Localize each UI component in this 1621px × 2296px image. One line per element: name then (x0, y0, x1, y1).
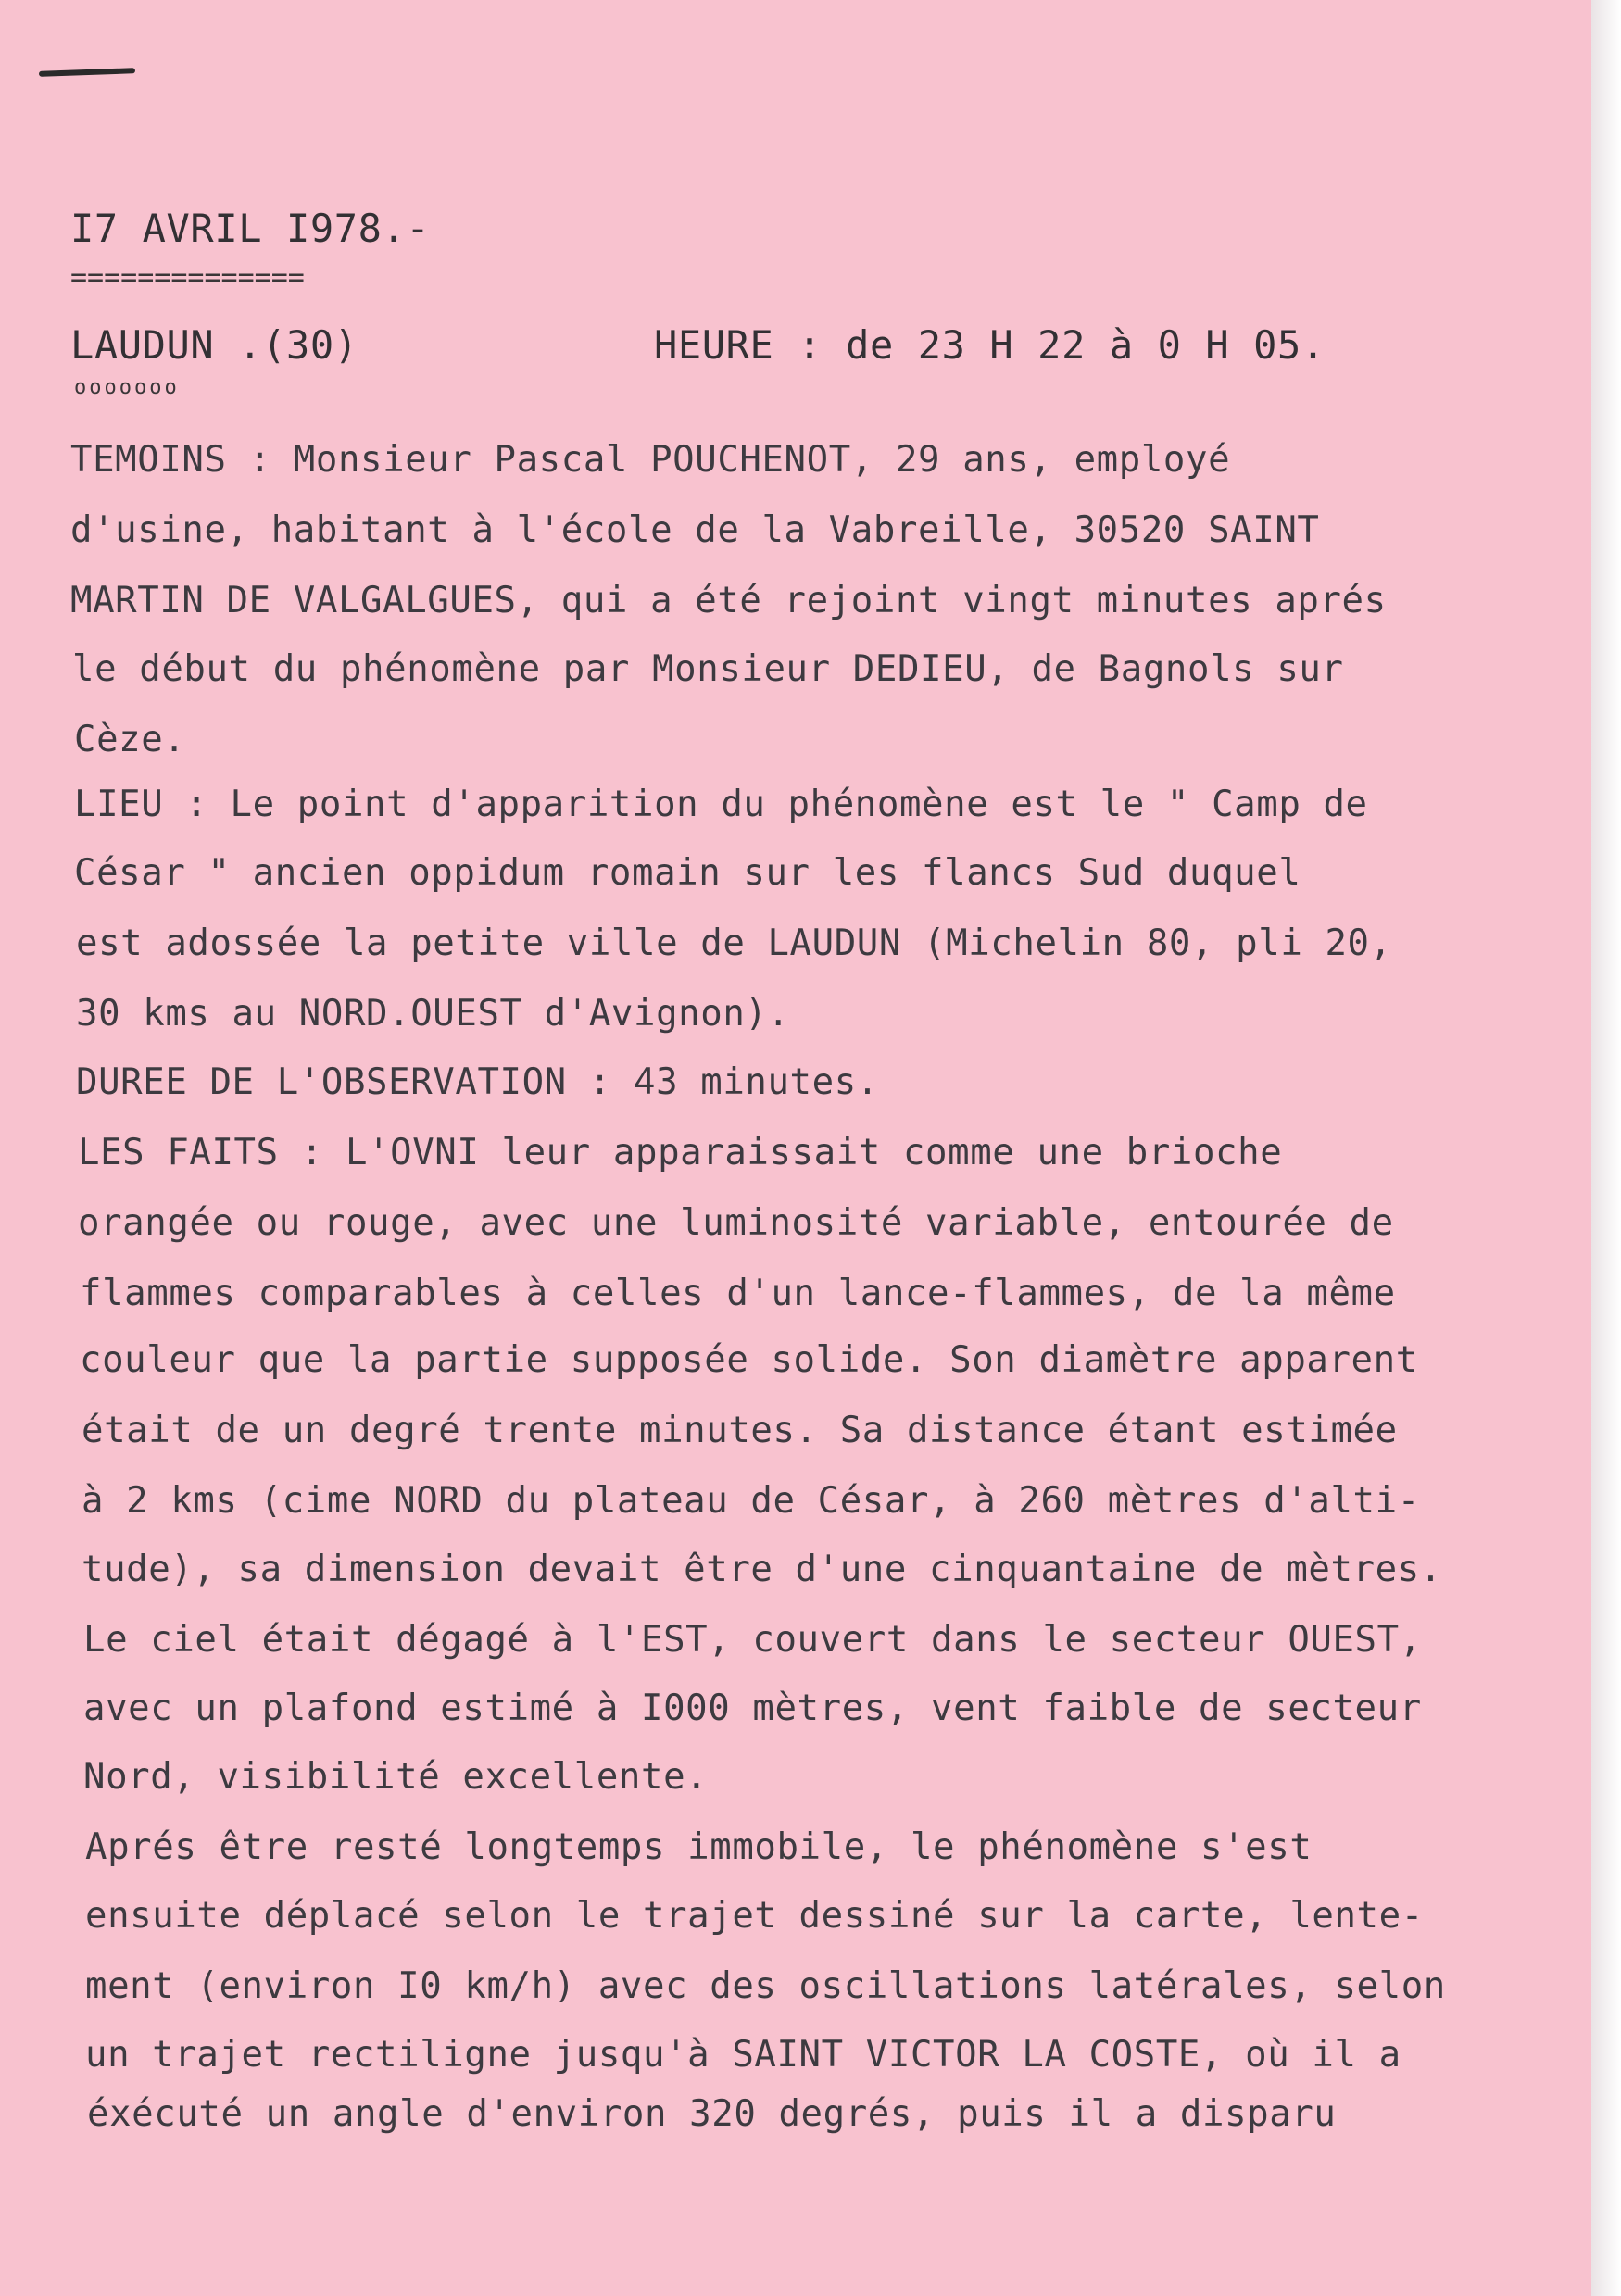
text-line: Aprés être resté longtemps immobile, le phénomène s'est (85, 1826, 1313, 1868)
text-line: LES FAITS : L'OVNI leur apparaissait comme une brioche (78, 1132, 1283, 1173)
text-line: DUREE DE L'OBSERVATION : 43 minutes. (76, 1061, 879, 1103)
text-line: ensuite déplacé selon le trajet dessiné sur la carte, lente- (85, 1895, 1424, 1937)
text-line: éxécuté un angle d'environ 320 degrés, puis il a disparu (87, 2093, 1337, 2135)
text-line: MARTIN DE VALGALGUES, qui a été rejoint vingt minutes aprés (70, 580, 1387, 621)
text-line: 30 kms au NORD.OUEST d'Avignon). (76, 993, 790, 1035)
text-line: était de un degré trente minutes. Sa distance étant estimée (82, 1410, 1398, 1451)
text-line: Nord, visibilité excellente. (83, 1756, 709, 1798)
time-heading: HEURE : de 23 H 22 à 0 H 05. (654, 322, 1326, 368)
scan-edge (1591, 0, 1621, 2296)
text-line: à 2 kms (cime NORD du plateau de César, à 260 mètres d'alti- (82, 1480, 1420, 1522)
document-date: I7 AVRIL I978.- (70, 206, 431, 251)
text-line: avec un plafond estimé à I000 mètres, vent faible de secteur (83, 1687, 1422, 1729)
text-line: le début du phénomène par Monsieur DEDIEU, de Bagnols sur (72, 648, 1344, 690)
text-line: Le ciel était dégagé à l'EST, couvert dans le secteur OUEST, (83, 1619, 1422, 1661)
text-line: ment (environ I0 km/h) avec des oscillations latérales, selon (85, 1965, 1446, 2007)
text-line: couleur que la partie supposée solide. Son diamètre apparent (80, 1339, 1418, 1381)
date-underline: ============== (70, 261, 305, 294)
text-line: un trajet rectiligne jusqu'à SAINT VICTOR LA COSTE, où il a (85, 2034, 1401, 2076)
text-line: orangée ou rouge, avec une luminosité variable, entourée de (78, 1202, 1394, 1244)
text-line: LIEU : Le point d'apparition du phénomène est le " Camp de (74, 784, 1368, 825)
text-line: est adossée la petite ville de LAUDUN (Michelin 80, pli 20, (76, 922, 1392, 964)
text-line: TEMOINS : Monsieur Pascal POUCHENOT, 29 ans, employé (70, 439, 1231, 481)
corner-pen-mark (39, 68, 135, 77)
text-line: tude), sa dimension devait être d'une cinquantaine de mètres. (82, 1549, 1442, 1590)
location-heading: LAUDUN .(30) (70, 322, 358, 368)
text-line: César " ancien oppidum romain sur les flancs Sud duquel (74, 852, 1301, 894)
location-underline: ooooooo (74, 376, 180, 399)
text-line: d'usine, habitant à l'école de la Vabreille, 30520 SAINT (70, 509, 1320, 551)
text-line: Cèze. (74, 719, 186, 760)
text-line: flammes comparables à celles d'un lance-flammes, de la même (80, 1273, 1396, 1314)
